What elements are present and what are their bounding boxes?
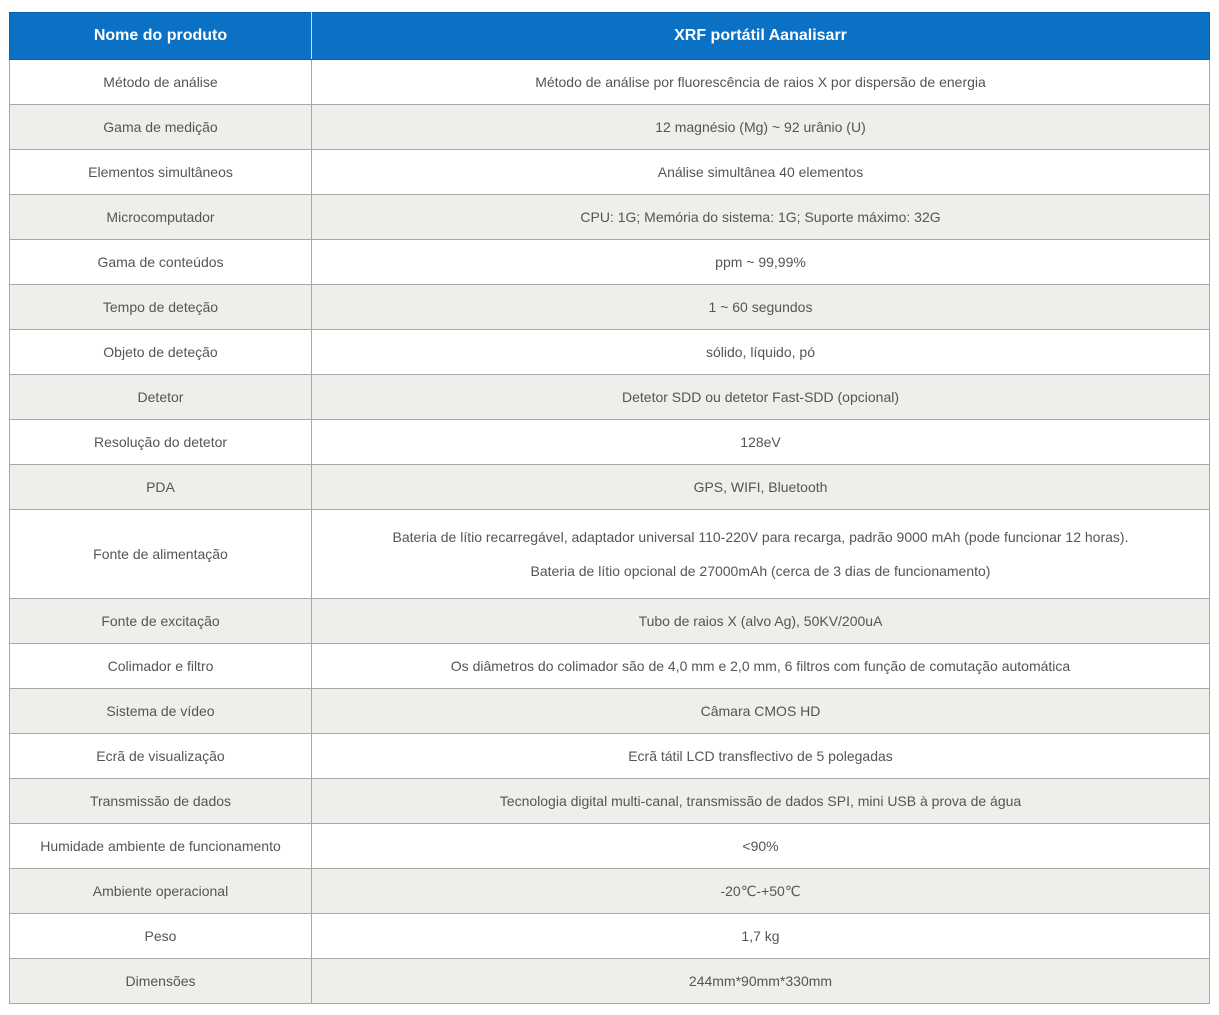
spec-table [9, 12, 1210, 1004]
row-value: 128eV [312, 420, 1210, 465]
row-value: Tubo de raios X (alvo Ag), 50KV/200uA [312, 599, 1210, 644]
row-value: <90% [312, 824, 1210, 869]
row-value: 1,7 kg [312, 914, 1210, 959]
table-row [10, 105, 1210, 150]
row-value: 1 ~ 60 segundos [312, 285, 1210, 330]
row-label: Método de análise [10, 60, 312, 105]
row-value: CPU: 1G; Memória do sistema: 1G; Suporte máximo: 32G [312, 195, 1210, 240]
table-header [10, 13, 1210, 60]
row-label: Dimensões [10, 959, 312, 1004]
table-row [10, 599, 1210, 644]
table-row [10, 869, 1210, 914]
row-label: Detetor [10, 375, 312, 420]
table-row [10, 644, 1210, 689]
table-row [10, 824, 1210, 869]
table-row [10, 285, 1210, 330]
table-row [10, 734, 1210, 779]
row-label: Peso [10, 914, 312, 959]
row-value: -20℃-+50℃ [312, 869, 1210, 914]
row-label: Fonte de alimentação [10, 510, 312, 599]
row-label: Humidade ambiente de funcionamento [10, 824, 312, 869]
row-label: Gama de conteúdos [10, 240, 312, 285]
row-label: Ambiente operacional [10, 869, 312, 914]
table-row [10, 60, 1210, 105]
table-row [10, 465, 1210, 510]
table-body [10, 60, 1210, 1004]
row-label: Transmissão de dados [10, 779, 312, 824]
table-row [10, 914, 1210, 959]
row-label: Ecrã de visualização [10, 734, 312, 779]
row-label: Microcomputador [10, 195, 312, 240]
table-row [10, 420, 1210, 465]
row-value: ppm ~ 99,99% [312, 240, 1210, 285]
header-product-name: Nome do produto [10, 13, 312, 60]
header-row [10, 13, 1210, 60]
row-value: 12 magnésio (Mg) ~ 92 urânio (U) [312, 105, 1210, 150]
table-row [10, 150, 1210, 195]
table-row [10, 330, 1210, 375]
header-product-model: XRF portátil Aanalisarr [312, 13, 1210, 60]
row-value: Câmara CMOS HD [312, 689, 1210, 734]
table-row [10, 689, 1210, 734]
table-row [10, 779, 1210, 824]
row-label: Resolução do detetor [10, 420, 312, 465]
row-label: Fonte de excitação [10, 599, 312, 644]
row-value-paragraph: Bateria de lítio opcional de 27000mAh (cerca de 3 dias de funcionamento) [530, 563, 991, 579]
table-row [10, 240, 1210, 285]
row-label: Colimador e filtro [10, 644, 312, 689]
row-value: GPS, WIFI, Bluetooth [312, 465, 1210, 510]
row-label: Sistema de vídeo [10, 689, 312, 734]
row-label: Elementos simultâneos [10, 150, 312, 195]
row-label: PDA [10, 465, 312, 510]
table-row [10, 195, 1210, 240]
row-value: Detetor SDD ou detetor Fast-SDD (opcional) [312, 375, 1210, 420]
row-value: Análise simultânea 40 elementos [312, 150, 1210, 195]
table-row [10, 510, 1210, 599]
table-row [10, 959, 1210, 1004]
row-value: Ecrã tátil LCD transflectivo de 5 polegadas [312, 734, 1210, 779]
row-label: Gama de medição [10, 105, 312, 150]
table-row [10, 375, 1210, 420]
row-value-paragraph: Bateria de lítio recarregável, adaptador universal 110-220V para recarga, padrão 9000 mAh (pode funcionar 12 horas). [392, 529, 1129, 545]
row-value: Os diâmetros do colimador são de 4,0 mm e 2,0 mm, 6 filtros com função de comutação automática [312, 644, 1210, 689]
row-value: 244mm*90mm*330mm [312, 959, 1210, 1004]
row-value: sólido, líquido, pó [312, 330, 1210, 375]
row-label: Tempo de deteção [10, 285, 312, 330]
row-value: Método de análise por fluorescência de raios X por dispersão de energia [312, 60, 1210, 105]
row-value: Tecnologia digital multi-canal, transmissão de dados SPI, mini USB à prova de água [312, 779, 1210, 824]
row-value [312, 510, 1210, 599]
row-label: Objeto de deteção [10, 330, 312, 375]
